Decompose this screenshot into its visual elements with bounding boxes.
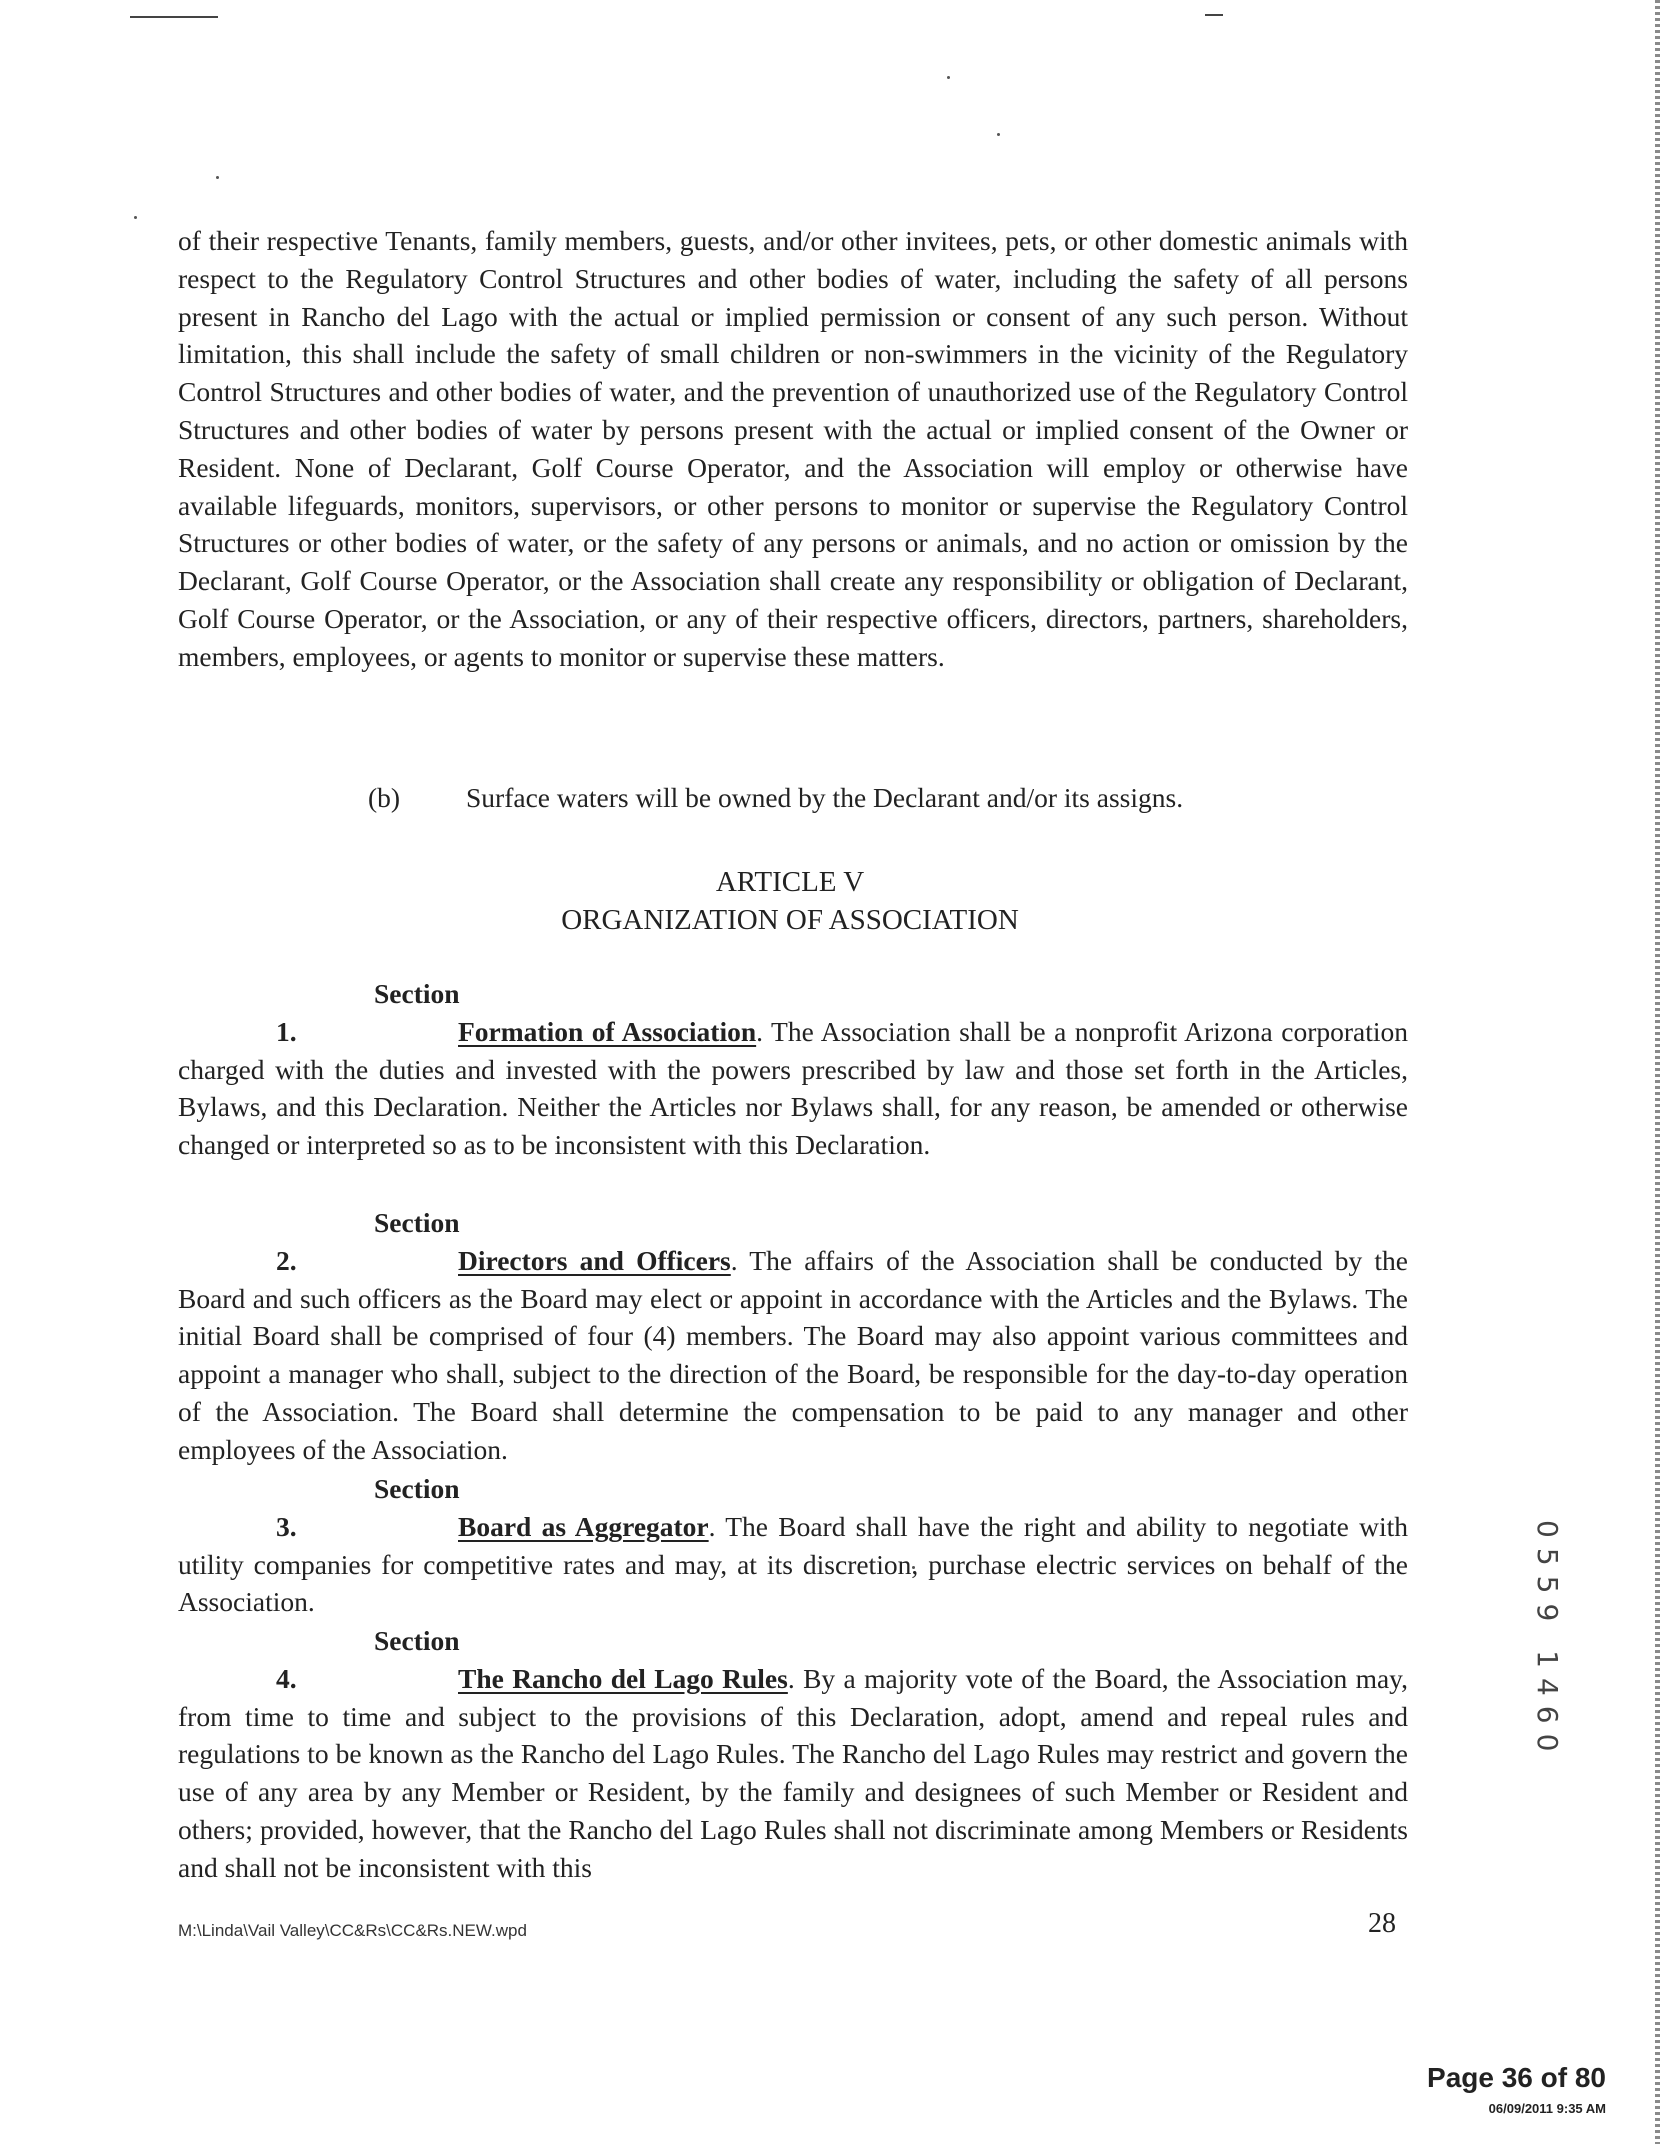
section-title: Board as Aggregator [458, 1510, 709, 1542]
section-number: Section 4. [276, 1625, 460, 1694]
scan-speck [947, 76, 950, 79]
print-date: 06/09/2011 9:35 AM [1488, 2101, 1606, 2116]
section-number: Section 3. [276, 1473, 460, 1542]
scan-speck [997, 133, 1000, 136]
scan-edge [1655, 0, 1660, 2144]
recorder-stamp-text: 0559 1460 [1531, 1520, 1564, 1762]
section-title: Formation of Association [458, 1015, 757, 1047]
scan-mark [1205, 14, 1223, 16]
section-2 [178, 1204, 1408, 1469]
scan-speck [216, 176, 219, 179]
section-text: . The affairs of the Association shall be conducted by the Board and such officers as the Board may elect or appoint in accordance with the Articles and the Bylaws. The initial Board shall be comprised of four (4) members. The Board may also appoint various committees and appoint a manager who shall, subject to the direction of the Board, be responsible for the day-to-day operation of the Association. The Board shall determine the compensation to be paid to any manager and other employees of the Association. [178, 1244, 1408, 1465]
scan-speck [134, 216, 137, 219]
section-3 [178, 1470, 1408, 1621]
section-number: Section 2. [276, 1207, 460, 1276]
page-counter: Page 36 of 80 [1427, 2062, 1606, 2093]
section-title: The Rancho del Lago Rules [458, 1662, 788, 1694]
continuation-paragraph [178, 222, 1408, 676]
footer-file-path: M:\Linda\Vail Valley\CC&Rs\CC&Rs.NEW.wpd [178, 1921, 527, 1940]
scan-mark [130, 16, 218, 18]
section-text: . By a majority vote of the Board, the Association may, from time to time and subject to the provisions of this Declaration, adopt, amend and repeal rules and regulations to be known as the Rancho del Lago Rules. The Rancho del Lago Rules may restrict and govern the use of any area by any Member or Resident, by the family and designees of such Member or Resident and others; provided, however, that the Rancho del Lago Rules shall not discriminate among Members or Residents and shall not be inconsistent with this [178, 1662, 1408, 1883]
section-4 [178, 1622, 1408, 1887]
article-title: ORGANIZATION OF ASSOCIATION [561, 904, 1019, 936]
paragraph-text: of their respective Tenants, family members, guests, and/or other invitees, pets, or other domestic animals with respect to the Regulatory Control Structures and other bodies of water, including the safety of all persons present in Rancho del Lago with the actual or implied permission or consent of any such person. Without limitation, this shall include the safety of small children or non-swimmers in the vicinity of the Regulatory Control Structures and other bodies of water, and the prevention of unauthorized use of the Regulatory Control Structures and other bodies of water by persons present with the actual or implied consent of the Owner or Resident. None of Declarant, Golf Course Operator, and the Association will employ or otherwise have available lifeguards, monitors, supervisors, or other persons to monitor or supervise the Regulatory Control Structures or other bodies of water, or the safety of any persons or animals, and no action or omission by the Declarant, Golf Course Operator, or the Association shall create any responsibility or obligation of Declarant, Golf Course Operator, or the Association, or any of their respective officers, directors, partners, shareholders, members, employees, or agents to monitor or supervise these matters. [178, 225, 1408, 672]
footer-page-number: 28 [1368, 1908, 1396, 1939]
sub-item-marker: (b) [368, 782, 401, 813]
sub-item-text: Surface waters will be owned by the Declarant and/or its assigns. [466, 782, 1184, 813]
recorder-stamp [1530, 1520, 1566, 1850]
section-number: Section 1. [276, 978, 460, 1047]
sub-item-b [368, 782, 1183, 814]
article-number: ARTICLE V [715, 866, 865, 898]
section-title: Directors and Officers [458, 1244, 731, 1276]
section-1 [178, 975, 1408, 1164]
section-text: . The Association shall be a nonprofit Arizona corporation charged with the duties and invested with the powers prescribed by law and those set forth in the Articles, Bylaws, and this Declaration. Neither the Articles nor Bylaws shall, for any reason, be amended or otherwise changed or interpreted so as to be inconsistent with this Declaration. [178, 1015, 1408, 1161]
section-text: . The Board shall have the right and ability to negotiate with utility companies for competitive rates and may, at its discretion, purchase electric services on behalf of the Association. [178, 1510, 1408, 1618]
